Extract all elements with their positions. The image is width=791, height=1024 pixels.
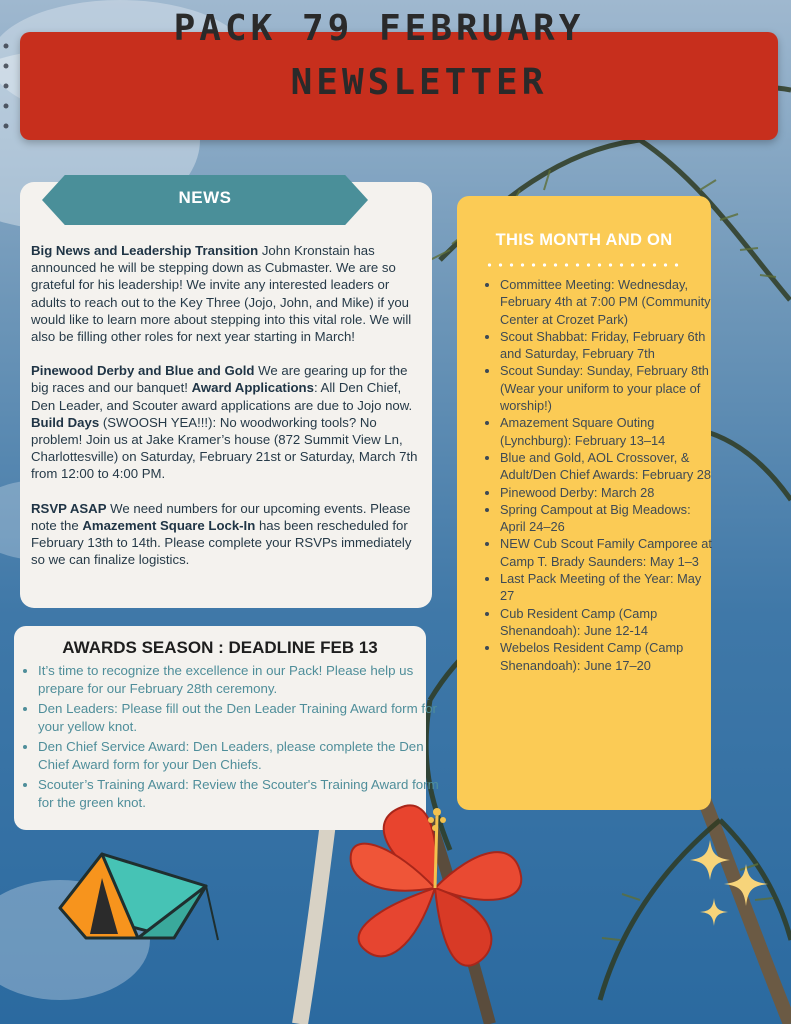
news-rsvp-paragraph: RSVP ASAP We need numbers for our upcoming events. Please note the Amazement Square Lock-In has been rescheduled for February 13th to 14th. Please complete your RSVPs immediately so we can finalize logistics. [31,500,412,568]
news-rsvp-title: RSVP ASAP [31,500,107,516]
list-item: • Blue and Gold, AOL Crossover, & Adult/Den Chief Awards: February 28 [500,449,715,484]
list-item: • Committee Meeting: Wednesday, February 4th at 7:00 PM (Community Center at Crozet Park) [500,276,715,328]
list-item: • Last Pack Meeting of the Year: May 27 [500,570,715,605]
list-item: • Scout Sunday: Sunday, February 8th (Wear your uniform to your place of worship!) [500,362,715,414]
list-item: • It’s time to recognize the excellence in our Pack! Please help us prepare for our February 28th ceremony. [38,662,444,698]
newsletter-title-line-2: NEWSLETTER [290,62,548,103]
list-item: • Webelos Resident Camp (Camp Shenandoah): June 17–20 [500,639,715,674]
this-month-list [482,276,715,674]
newsletter-title-line-1: PACK 79 FEBRUARY [173,8,585,49]
news-heading: NEWS [178,188,232,207]
news-pinewood-paragraph: Pinewood Derby and Blue and Gold We are gearing up for the big races and our banquet! Award Applications: All Den Chief, Den Leader, and Scouter award applications are due to Jojo now. Build Days (SWOOSH YEA!!!): No woodworking tools? No problem! Join us at Jake Kramer’s house (872 Summit View Ln, Charlottesville) on Saturday, February 21st or Saturday, March 7th from 12:00 to 4:00 PM. [31,363,418,482]
news-body [31,242,427,585]
dotted-divider [484,263,684,267]
sparkle-icon [690,840,770,932]
list-item: • NEW Cub Scout Family Camporee at Camp T. Brady Saunders: May 1–3 [500,535,715,570]
list-item: • Cub Resident Camp (Camp Shenandoah): June 12-14 [500,605,715,640]
this-month-heading: THIS MONTH AND ON [495,231,673,249]
news-pinewood-title: Pinewood Derby and Blue and Gold [31,363,255,379]
list-item: • Scout Shabbat: Friday, February 6th and Saturday, February 7th [500,328,715,363]
news-leadership-title: Big News and Leadership Transition [31,243,259,258]
list-item: • Den Leaders: Please fill out the Den Leader Training Award form for your yellow knot. [38,700,444,736]
list-item: • Amazement Square Outing (Lynchburg): February 13–14 [500,414,715,449]
list-item: • Spring Campout at Big Meadows: April 24–26 [500,501,715,536]
list-item: • Den Chief Service Award: Den Leaders, please complete the Den Chief Award form for your Den Chiefs. [38,738,444,774]
hibiscus-flower-icon [345,798,525,973]
tent-icon [56,850,220,942]
news-leadership-paragraph: Big News and Leadership Transition John Kronstain has announced he will be stepping down as Cubmaster. We are so grateful for his leadership! We invite any interested leaders or adults to reach out to the Key Three (Jojo, John, and Mike) if you would like to learn more about stepping into this vital role. We will also be filling other roles for next year starting in March! [31,243,412,345]
list-item: • Pinewood Derby: March 28 [500,484,715,501]
awards-heading: AWARDS SEASON : DEADLINE FEB 13 [62,638,378,657]
list-item: • Scouter’s Training Award: Review the Scouter's Training Award form for the green knot. [38,776,444,812]
awards-list [20,662,444,814]
